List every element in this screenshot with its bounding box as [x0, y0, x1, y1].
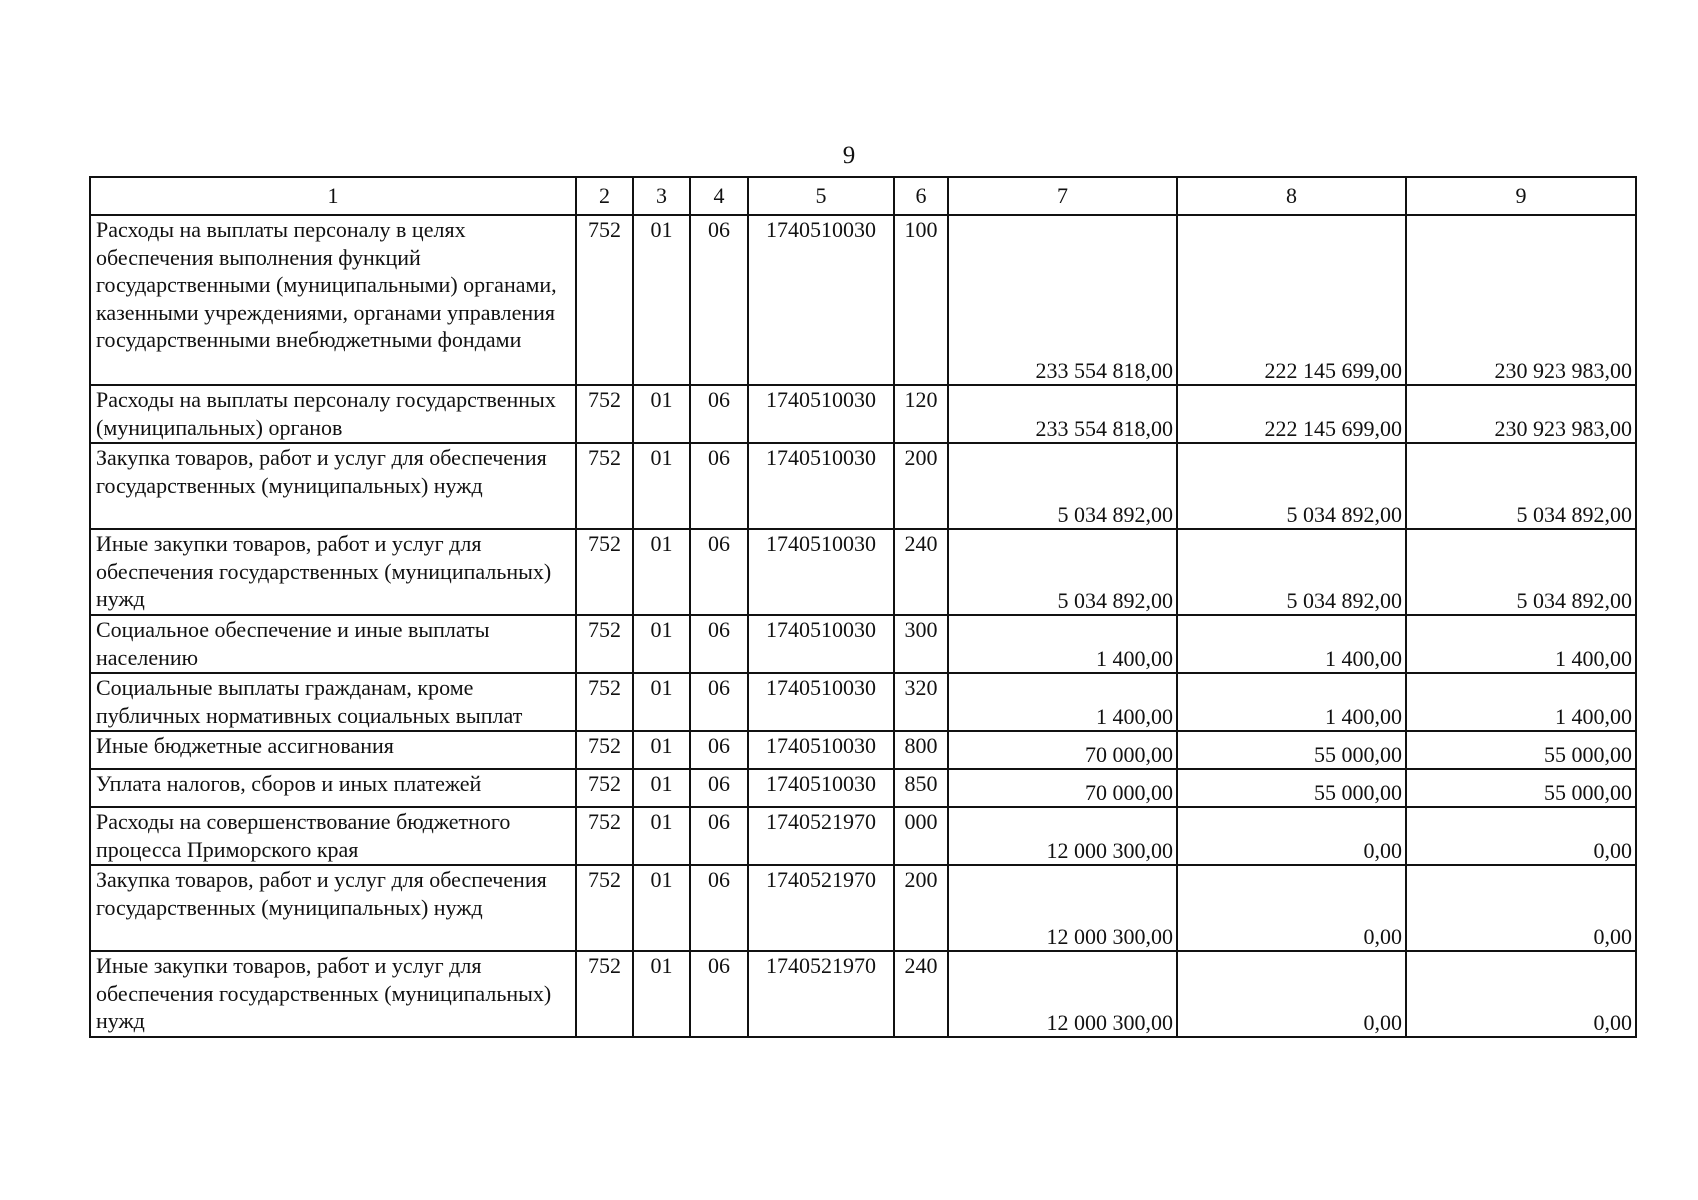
- amount-col8-cell: 5 034 892,00: [1177, 529, 1406, 615]
- table-row: [90, 215, 1636, 385]
- code-target-cell: 1740510030: [748, 615, 894, 673]
- row-name-cell: Уплата налогов, сборов и иных платежей: [90, 769, 576, 807]
- table-row: [90, 731, 1636, 769]
- code-expense-type-cell: 850: [894, 769, 948, 807]
- amount-col9-cell: 55 000,00: [1406, 769, 1636, 807]
- row-name-cell: Закупка товаров, работ и услуг для обеспечения государственных (муниципальных) нужд: [90, 865, 576, 951]
- code-expense-type-cell: 240: [894, 529, 948, 615]
- amount-col9-cell: 0,00: [1406, 865, 1636, 951]
- amount-col8-cell: 0,00: [1177, 865, 1406, 951]
- code-subsection-cell: 06: [690, 443, 748, 529]
- table-row: [90, 951, 1636, 1037]
- code-admin-cell: 752: [576, 443, 633, 529]
- row-name-cell: Иные закупки товаров, работ и услуг для обеспечения государственных (муниципальных) нужд: [90, 951, 576, 1037]
- amount-col7-cell: 1 400,00: [948, 673, 1177, 731]
- row-name-cell: Иные бюджетные ассигнования: [90, 731, 576, 769]
- row-name-cell: Расходы на выплаты персоналу в целях обеспечения выполнения функций государственными (муниципальными) органами, казенными учреждениями, органами управления государственными внебюджетными фондами: [90, 215, 576, 385]
- table-row: [90, 385, 1636, 443]
- amount-col9-cell: 230 923 983,00: [1406, 385, 1636, 443]
- amount-col9-cell: 0,00: [1406, 807, 1636, 865]
- code-section-cell: 01: [633, 731, 690, 769]
- code-target-cell: 1740510030: [748, 443, 894, 529]
- code-expense-type-cell: 100: [894, 215, 948, 385]
- amount-col8-cell: 0,00: [1177, 951, 1406, 1037]
- amount-col7-cell: 5 034 892,00: [948, 443, 1177, 529]
- code-target-cell: 1740521970: [748, 807, 894, 865]
- amount-col7-cell: 1 400,00: [948, 615, 1177, 673]
- code-expense-type-cell: 200: [894, 443, 948, 529]
- code-admin-cell: 752: [576, 529, 633, 615]
- column-header-9: 9: [1406, 177, 1636, 215]
- code-subsection-cell: 06: [690, 951, 748, 1037]
- table-row: [90, 615, 1636, 673]
- code-target-cell: 1740521970: [748, 865, 894, 951]
- code-section-cell: 01: [633, 673, 690, 731]
- code-section-cell: 01: [633, 951, 690, 1037]
- code-section-cell: 01: [633, 215, 690, 385]
- code-target-cell: 1740510030: [748, 731, 894, 769]
- amount-col8-cell: 222 145 699,00: [1177, 215, 1406, 385]
- header-row: [90, 177, 1636, 215]
- code-subsection-cell: 06: [690, 731, 748, 769]
- table-row: [90, 865, 1636, 951]
- table-body: [90, 215, 1636, 1037]
- code-subsection-cell: 06: [690, 865, 748, 951]
- table-row: [90, 673, 1636, 731]
- code-subsection-cell: 06: [690, 807, 748, 865]
- row-name-cell: Иные закупки товаров, работ и услуг для обеспечения государственных (муниципальных) нужд: [90, 529, 576, 615]
- amount-col7-cell: 12 000 300,00: [948, 951, 1177, 1037]
- amount-col8-cell: 5 034 892,00: [1177, 443, 1406, 529]
- code-expense-type-cell: 200: [894, 865, 948, 951]
- code-expense-type-cell: 000: [894, 807, 948, 865]
- code-admin-cell: 752: [576, 807, 633, 865]
- amount-col9-cell: 1 400,00: [1406, 673, 1636, 731]
- code-expense-type-cell: 320: [894, 673, 948, 731]
- amount-col9-cell: 230 923 983,00: [1406, 215, 1636, 385]
- page-number: 9: [842, 142, 856, 169]
- code-section-cell: 01: [633, 443, 690, 529]
- column-header-2: 2: [576, 177, 633, 215]
- code-section-cell: 01: [633, 807, 690, 865]
- amount-col8-cell: 55 000,00: [1177, 769, 1406, 807]
- code-section-cell: 01: [633, 865, 690, 951]
- code-admin-cell: 752: [576, 615, 633, 673]
- code-subsection-cell: 06: [690, 673, 748, 731]
- column-header-5: 5: [748, 177, 894, 215]
- amount-col7-cell: 12 000 300,00: [948, 807, 1177, 865]
- code-expense-type-cell: 240: [894, 951, 948, 1037]
- code-section-cell: 01: [633, 529, 690, 615]
- code-section-cell: 01: [633, 385, 690, 443]
- amount-col9-cell: 55 000,00: [1406, 731, 1636, 769]
- amount-col8-cell: 0,00: [1177, 807, 1406, 865]
- code-subsection-cell: 06: [690, 215, 748, 385]
- code-subsection-cell: 06: [690, 615, 748, 673]
- amount-col9-cell: 0,00: [1406, 951, 1636, 1037]
- amount-col7-cell: 233 554 818,00: [948, 215, 1177, 385]
- amount-col8-cell: 55 000,00: [1177, 731, 1406, 769]
- amount-col9-cell: 5 034 892,00: [1406, 443, 1636, 529]
- code-section-cell: 01: [633, 769, 690, 807]
- row-name-cell: Социальные выплаты гражданам, кроме публичных нормативных социальных выплат: [90, 673, 576, 731]
- amount-col7-cell: 70 000,00: [948, 769, 1177, 807]
- code-target-cell: 1740510030: [748, 673, 894, 731]
- code-expense-type-cell: 300: [894, 615, 948, 673]
- amount-col7-cell: 70 000,00: [948, 731, 1177, 769]
- budget-table: [89, 176, 1637, 1038]
- column-header-4: 4: [690, 177, 748, 215]
- code-target-cell: 1740521970: [748, 951, 894, 1037]
- amount-col8-cell: 1 400,00: [1177, 673, 1406, 731]
- amount-col7-cell: 12 000 300,00: [948, 865, 1177, 951]
- code-admin-cell: 752: [576, 865, 633, 951]
- table-row: [90, 443, 1636, 529]
- table-row: [90, 769, 1636, 807]
- code-admin-cell: 752: [576, 951, 633, 1037]
- column-header-6: 6: [894, 177, 948, 215]
- code-admin-cell: 752: [576, 769, 633, 807]
- code-target-cell: 1740510030: [748, 385, 894, 443]
- row-name-cell: Расходы на совершенствование бюджетного процесса Приморского края: [90, 807, 576, 865]
- code-admin-cell: 752: [576, 215, 633, 385]
- code-subsection-cell: 06: [690, 385, 748, 443]
- code-subsection-cell: 06: [690, 769, 748, 807]
- column-header-8: 8: [1177, 177, 1406, 215]
- code-admin-cell: 752: [576, 385, 633, 443]
- code-admin-cell: 752: [576, 731, 633, 769]
- code-section-cell: 01: [633, 615, 690, 673]
- amount-col9-cell: 5 034 892,00: [1406, 529, 1636, 615]
- code-target-cell: 1740510030: [748, 215, 894, 385]
- column-header-1: 1: [90, 177, 576, 215]
- code-target-cell: 1740510030: [748, 529, 894, 615]
- code-expense-type-cell: 800: [894, 731, 948, 769]
- row-name-cell: Закупка товаров, работ и услуг для обеспечения государственных (муниципальных) нужд: [90, 443, 576, 529]
- code-expense-type-cell: 120: [894, 385, 948, 443]
- amount-col9-cell: 1 400,00: [1406, 615, 1636, 673]
- table-row: [90, 529, 1636, 615]
- row-name-cell: Социальное обеспечение и иные выплаты населению: [90, 615, 576, 673]
- column-header-7: 7: [948, 177, 1177, 215]
- code-subsection-cell: 06: [690, 529, 748, 615]
- column-header-3: 3: [633, 177, 690, 215]
- row-name-cell: Расходы на выплаты персоналу государственных (муниципальных) органов: [90, 385, 576, 443]
- code-admin-cell: 752: [576, 673, 633, 731]
- amount-col7-cell: 5 034 892,00: [948, 529, 1177, 615]
- amount-col7-cell: 233 554 818,00: [948, 385, 1177, 443]
- table-row: [90, 807, 1636, 865]
- amount-col8-cell: 222 145 699,00: [1177, 385, 1406, 443]
- code-target-cell: 1740510030: [748, 769, 894, 807]
- amount-col8-cell: 1 400,00: [1177, 615, 1406, 673]
